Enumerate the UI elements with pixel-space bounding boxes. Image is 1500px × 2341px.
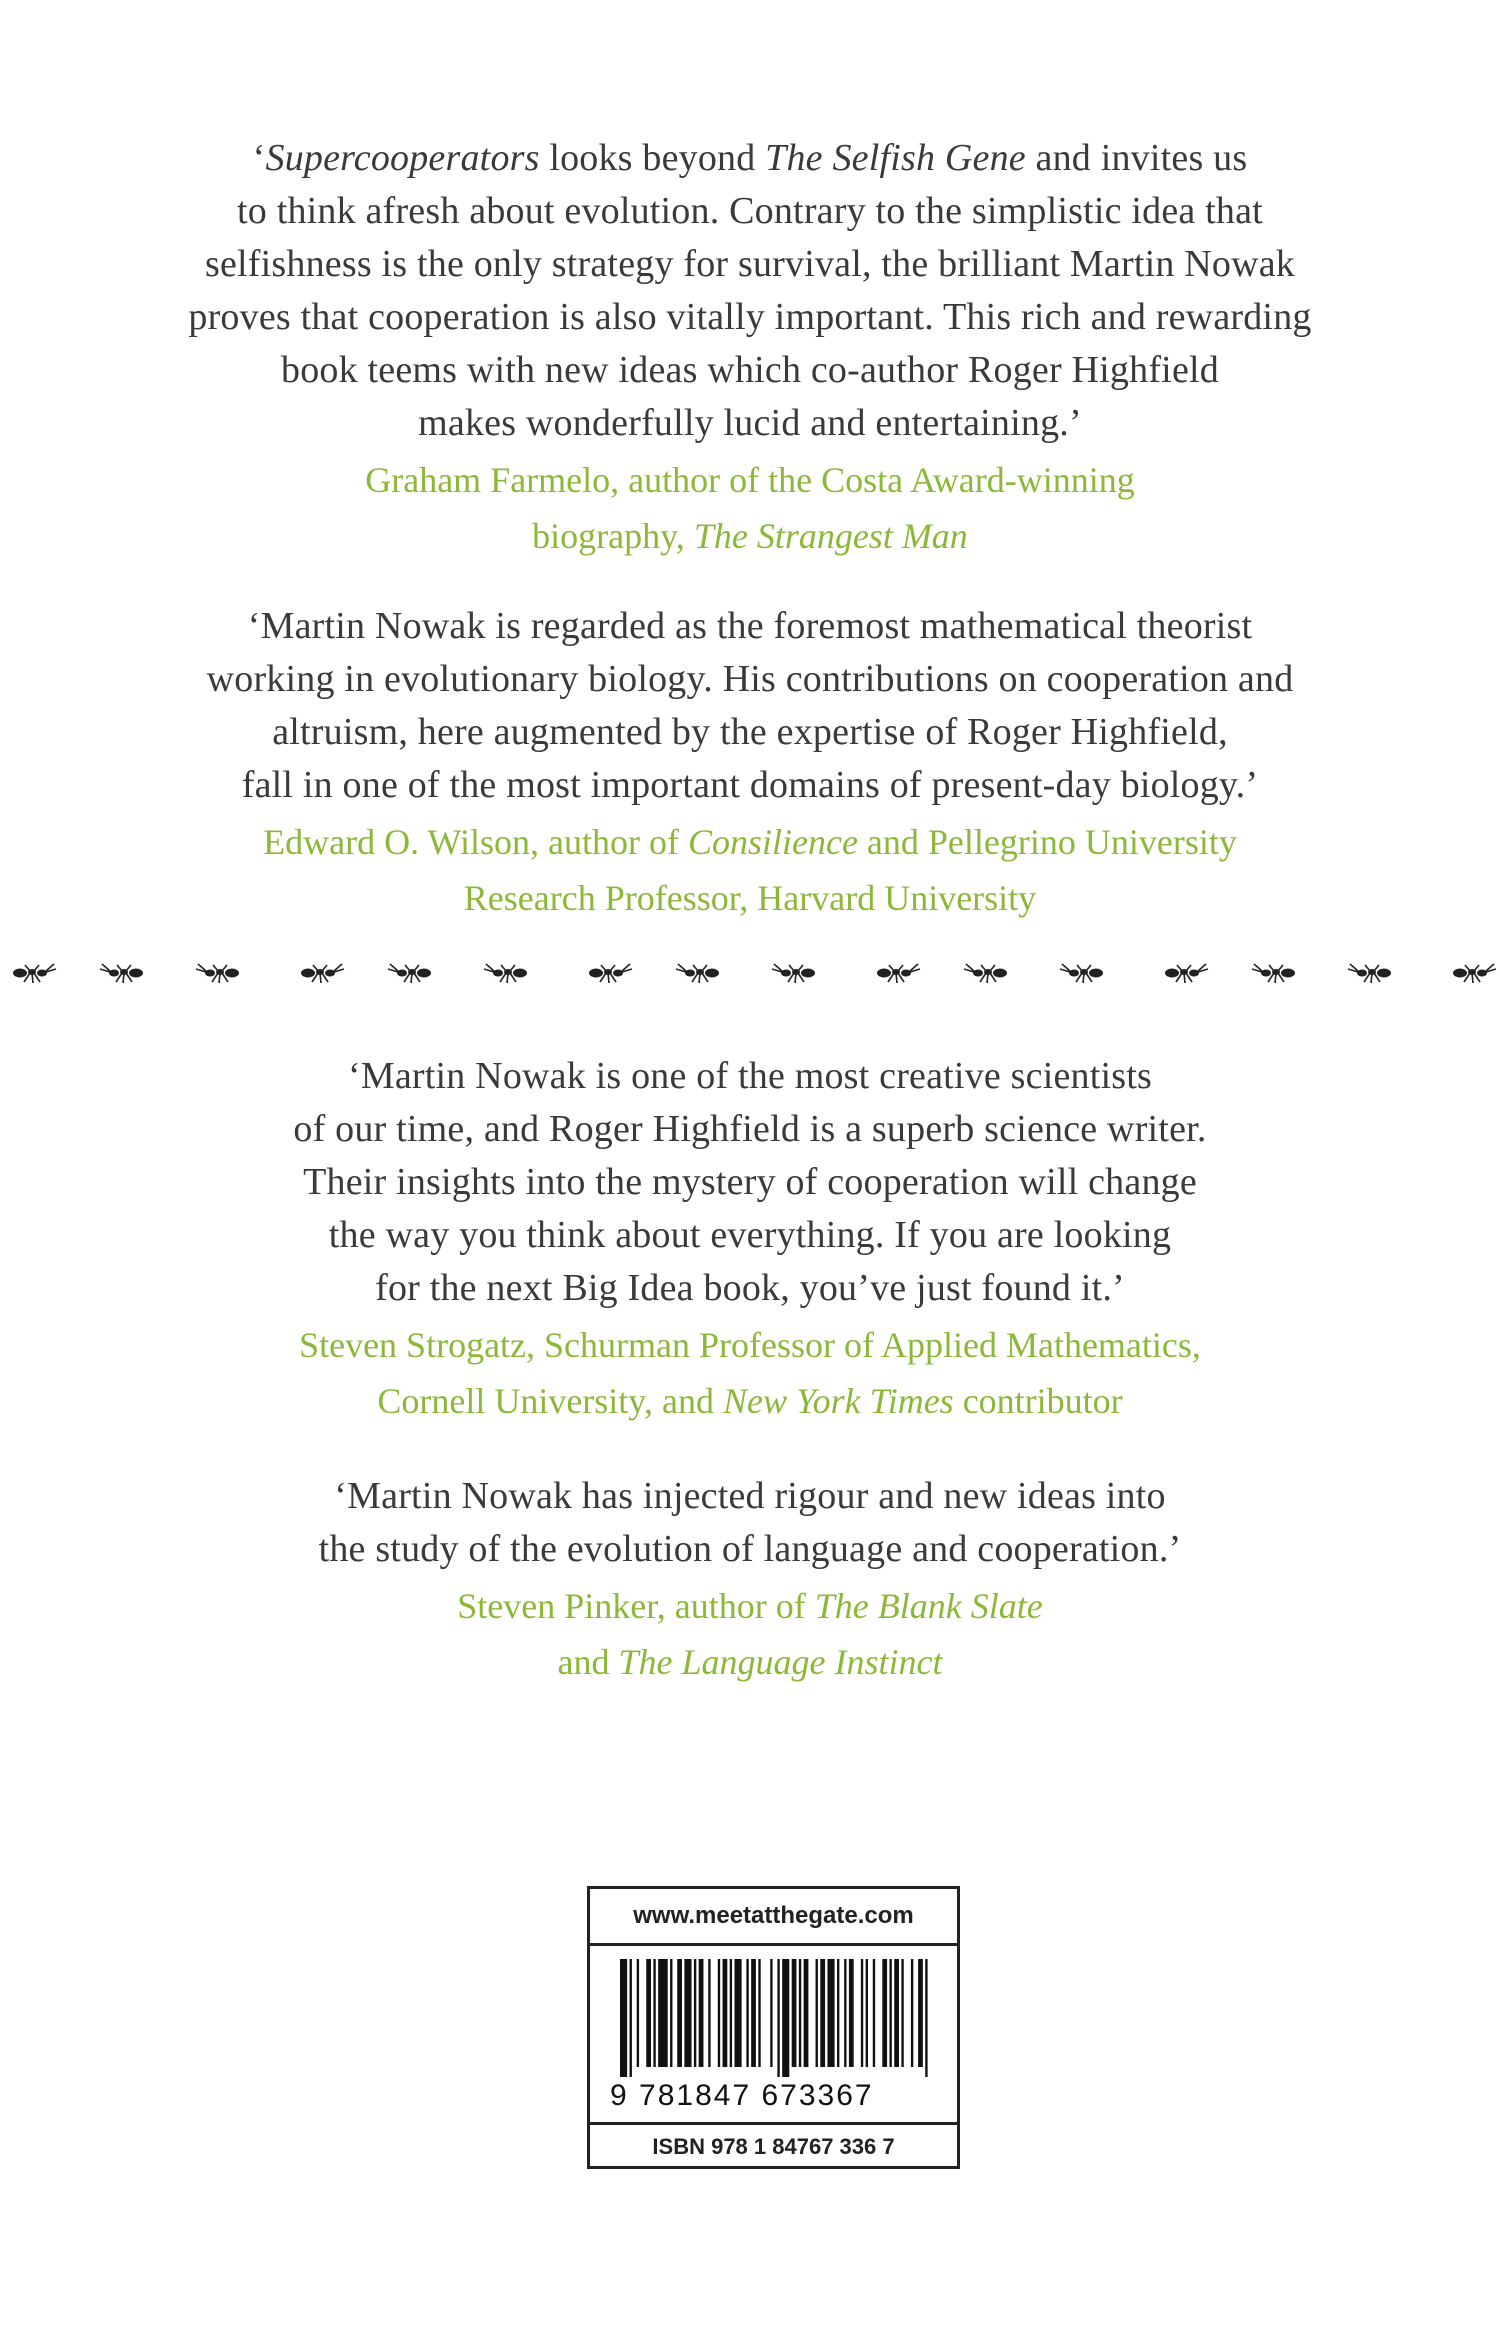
ant-icon [1348, 964, 1391, 983]
ant-icon [1165, 964, 1208, 983]
barcode-bar [699, 1959, 704, 2067]
attribution-line: Research Professor, Harvard University [463, 878, 1037, 918]
ant-icon [1453, 964, 1496, 983]
blurb-attribution [0, 1580, 1500, 1688]
quote-line: ‘Martin Nowak is regarded as the foremost mathematical theorist [247, 605, 1253, 647]
quote-line: working in evolutionary biology. His contributions on cooperation and [206, 658, 1294, 700]
barcode-bar [792, 1959, 797, 2067]
barcode-bar [799, 1959, 801, 2067]
barcode-bar [837, 1959, 839, 2067]
barcode-bar [911, 1959, 913, 2067]
barcode-bar [820, 1959, 825, 2067]
barcode-bar [734, 1959, 741, 2067]
barcode-bar [670, 1959, 672, 2067]
quote-line: for the next Big Idea book, you’ve just found it.’ [375, 1267, 1125, 1309]
attribution-line: Steven Pinker, author of The Blank Slate [457, 1586, 1043, 1626]
barcode-bar [849, 1959, 854, 2067]
barcode-bar [677, 1959, 682, 2067]
barcode-box [587, 1886, 960, 2169]
barcode-bar [925, 1959, 927, 2077]
blurb-attribution [0, 816, 1500, 924]
barcode-bar [758, 1959, 760, 2067]
barcode-bar [746, 1959, 748, 2067]
quote-line: proves that cooperation is also vitally important. This rich and rewarding [188, 296, 1312, 338]
barcode-bar [889, 1959, 891, 2067]
ant-icon [589, 964, 632, 983]
barcode-bar [901, 1959, 903, 2067]
blurb-strogatz [0, 1050, 1500, 1427]
attribution-line: Cornell University, and New York Times contributor [377, 1381, 1123, 1421]
isbn-number: ISBN 978 1 84767 336 7 [590, 2122, 957, 2169]
barcode-bar [804, 1959, 809, 2067]
barcode-bar [873, 1959, 875, 2067]
blurb-wilson [0, 600, 1500, 924]
barcode-bar [844, 1959, 846, 2067]
ant-icon [877, 964, 920, 983]
quote-line: the study of the evolution of language and cooperation.’ [318, 1528, 1182, 1570]
blurb-quote [0, 1050, 1500, 1315]
ant-icon [100, 964, 143, 983]
barcode-bar [918, 1959, 923, 2067]
ant-icon [1060, 964, 1103, 983]
quote-line: makes wonderfully lucid and entertaining.’ [418, 402, 1082, 444]
barcode-digits: 9 781847 673367 [610, 2079, 874, 2112]
publisher-url: www.meetatthegate.com [590, 1889, 957, 1946]
blurb-attribution [0, 454, 1500, 562]
blurb-pinker [0, 1470, 1500, 1688]
ant-row-svg [0, 945, 1500, 1000]
ant-icon [301, 964, 344, 983]
barcode-bar [777, 1959, 779, 2077]
quote-line: the way you think about everything. If you are looking [328, 1214, 1172, 1256]
barcode-bar [827, 1959, 834, 2067]
barcode-bar [718, 1959, 720, 2067]
quote-line: to think afresh about evolution. Contrary to the simplistic idea that [237, 190, 1263, 232]
quote-line: altruism, here augmented by the expertise of Roger Highfield, [272, 711, 1228, 753]
ant-icon [13, 964, 56, 983]
quote-line: Their insights into the mystery of cooperation will change [303, 1161, 1197, 1203]
blurb-quote [0, 132, 1500, 450]
ant-icon [388, 964, 431, 983]
blurb-quote [0, 600, 1500, 812]
barcode-bar [894, 1959, 899, 2067]
attribution-line: biography, The Strangest Man [532, 516, 968, 556]
blurb-supercooperators [0, 132, 1500, 562]
barcode-bar [751, 1959, 756, 2067]
barcode-bar [630, 1959, 632, 2077]
barcode-bar [684, 1959, 691, 2067]
blurb-attribution [0, 1319, 1500, 1427]
quote-line: fall in one of the most important domains of present-day biology.’ [241, 764, 1259, 806]
attribution-line: Graham Farmelo, author of the Costa Award-winning [365, 460, 1135, 500]
blurb-quote [0, 1470, 1500, 1576]
barcode-bar [708, 1959, 710, 2067]
barcode-bar [620, 1959, 627, 2077]
barcode-bar [653, 1959, 655, 2067]
barcode-bar [782, 1959, 789, 2077]
ant-icon [964, 964, 1007, 983]
quote-line: ‘Martin Nowak is one of the most creative scientists [348, 1055, 1152, 1097]
ant-icon [772, 964, 815, 983]
barcode-bar [770, 1959, 772, 2067]
barcode-bar [816, 1959, 818, 2067]
attribution-line: Edward O. Wilson, author of Consilience and Pellegrino University [263, 822, 1237, 862]
barcode-bar [882, 1959, 887, 2067]
barcode-bar [646, 1959, 651, 2067]
quote-line: book teems with new ideas which co-author Roger Highfield [281, 349, 1219, 391]
attribution-line: Steven Strogatz, Schurman Professor of Applied Mathematics, [299, 1325, 1201, 1365]
quote-line: ‘Supercooperators looks beyond The Selfish Gene and invites us [252, 137, 1248, 179]
ant-icon [676, 964, 719, 983]
ant-row-decoration [0, 945, 1500, 1000]
attribution-line: and The Language Instinct [557, 1642, 943, 1682]
barcode-bar [861, 1959, 863, 2067]
quote-line: of our time, and Roger Highfield is a superb science writer. [293, 1108, 1207, 1150]
ant-icon [196, 964, 239, 983]
barcode-bar [723, 1959, 728, 2067]
ant-icon [484, 964, 527, 983]
quote-line: selfishness is the only strategy for survival, the brilliant Martin Nowak [204, 243, 1295, 285]
barcode-bar [658, 1959, 668, 2067]
quote-line: ‘Martin Nowak has injected rigour and new ideas into [334, 1475, 1166, 1517]
barcode-bar [637, 1959, 639, 2067]
barcode-bars [620, 1959, 930, 2077]
barcode-bar [866, 1959, 868, 2067]
barcode-bar [730, 1959, 732, 2067]
ant-icon [1252, 964, 1295, 983]
barcode-bar [694, 1959, 696, 2067]
